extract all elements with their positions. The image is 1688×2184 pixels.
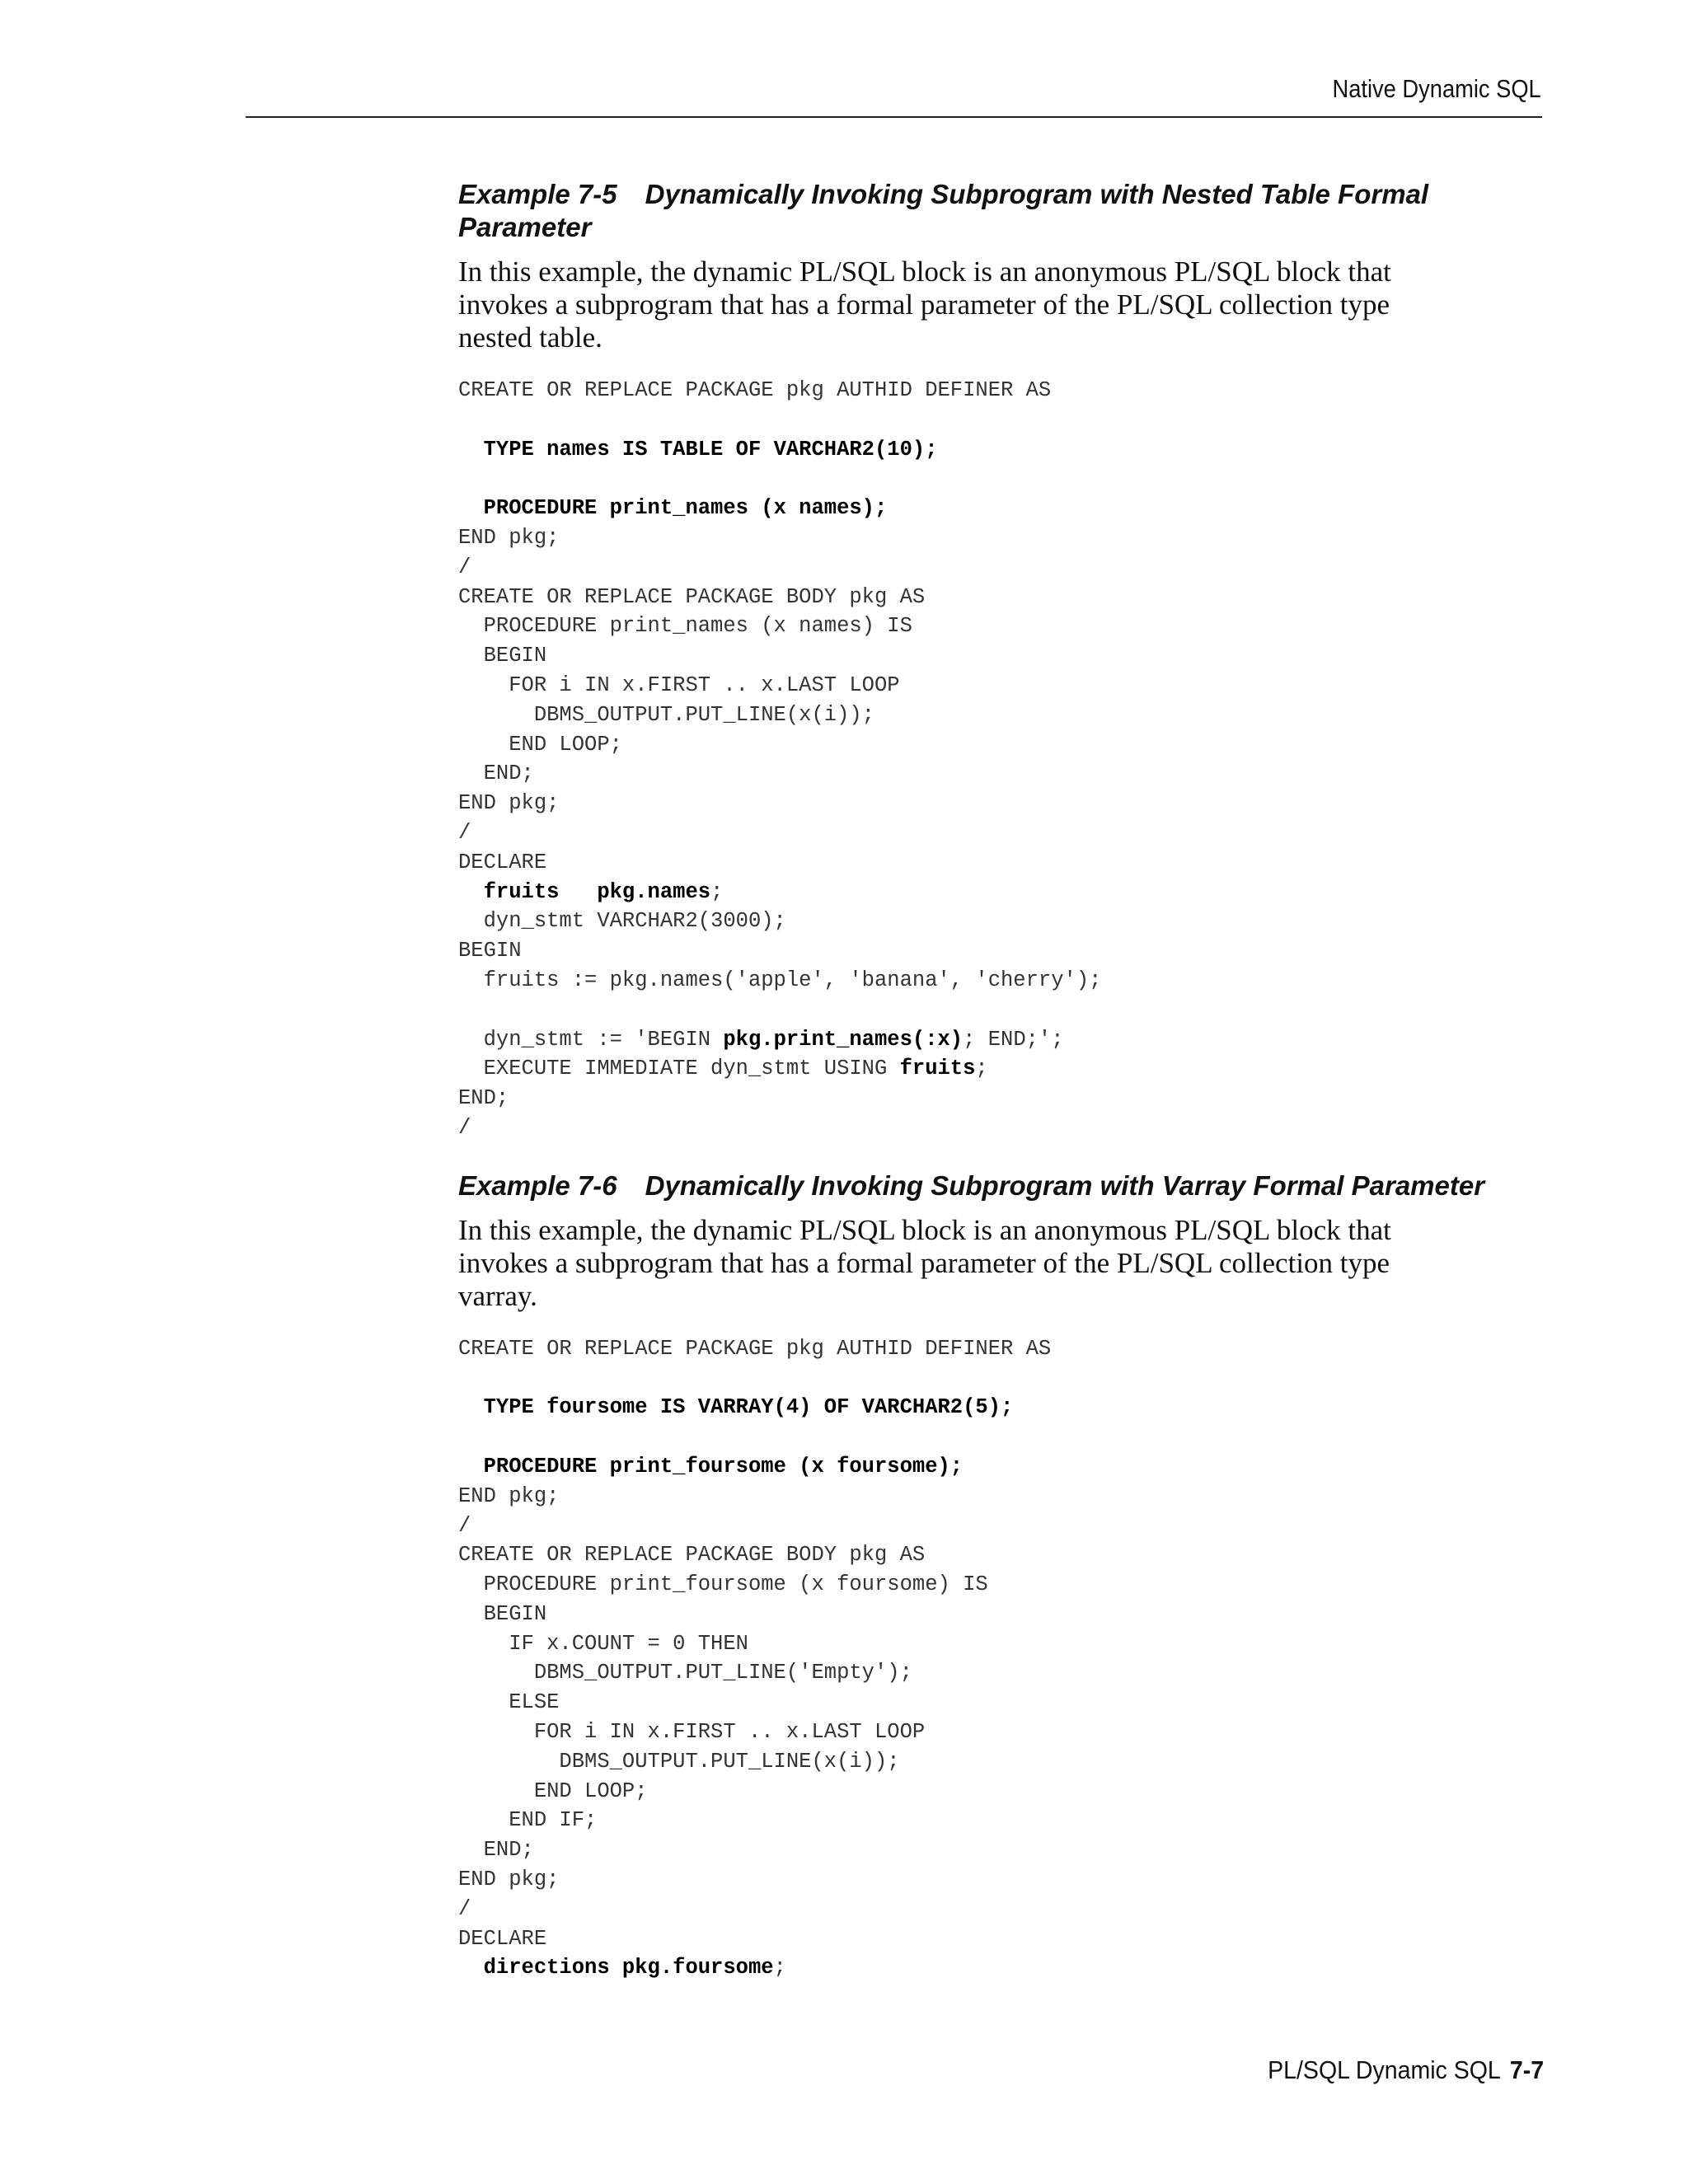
code-text: BEGIN — [458, 939, 522, 963]
code-line — [458, 1720, 925, 1744]
code-text — [458, 496, 484, 520]
code-line — [458, 673, 900, 697]
code-line — [458, 1808, 597, 1832]
code-text: FOR i IN x.FIRST .. x.LAST LOOP — [458, 673, 900, 697]
code-line — [458, 1028, 1064, 1052]
code-text: / — [458, 1896, 471, 1921]
code-text: DECLARE — [458, 1926, 547, 1951]
code-line — [458, 1927, 546, 1951]
code-emphasis: pkg.print_names(:x) — [723, 1027, 964, 1052]
footer-page-number: 7-7 — [1509, 2055, 1544, 2084]
code-text: END; — [458, 762, 534, 786]
code-text: END pkg; — [458, 525, 560, 550]
code-line — [458, 821, 471, 845]
code-text: END; — [458, 1838, 534, 1863]
code-line — [458, 1602, 546, 1626]
code-text: END LOOP; — [458, 1779, 648, 1803]
code-line — [458, 585, 925, 609]
code-line — [458, 880, 723, 904]
code-emphasis: TYPE foursome IS VARRAY(4) OF VARCHAR2(5); — [483, 1395, 1014, 1420]
code-text: END LOOP; — [458, 732, 622, 757]
code-line — [458, 1632, 748, 1656]
code-text: / — [458, 1115, 471, 1140]
code-line — [458, 1337, 1051, 1361]
code-text: DBMS_OUTPUT.PUT_LINE('Empty'); — [458, 1661, 912, 1685]
code-line — [458, 644, 546, 668]
code-line — [458, 1868, 559, 1891]
code-text: PROCEDURE print_names (x names) IS — [458, 614, 912, 639]
code-text: ; — [710, 879, 724, 904]
code-text: END IF; — [458, 1808, 598, 1833]
code-line — [458, 1057, 988, 1080]
code-emphasis: PROCEDURE print_foursome (x foursome); — [483, 1454, 964, 1479]
code-text: CREATE OR REPLACE PACKAGE BODY pkg AS — [458, 584, 926, 609]
example-7-5-title-line1: Dynamically Invoking Subprogram with Nested Table Formal — [645, 179, 1429, 209]
code-text: DECLARE — [458, 850, 547, 874]
code-emphasis: directions pkg.foursome — [483, 1956, 774, 1980]
footer-chapter-title: PL/SQL Dynamic SQL — [1268, 2055, 1501, 2084]
code-line — [458, 438, 938, 462]
example-7-6-description: In this example, the dynamic PL/SQL block is an anonymous PL/SQL block that invokes a subprogram that has a formal parameter of the PL/SQL collection type varray. — [458, 1213, 1391, 1312]
code-text: fruits := pkg.names('apple', 'banana', 'cherry'); — [458, 968, 1102, 992]
running-header-title: Native Dynamic SQL — [1332, 74, 1541, 103]
example-7-5-number: Example 7-5 — [458, 179, 617, 209]
code-line — [458, 1956, 786, 1980]
code-text: CREATE OR REPLACE PACKAGE pkg AUTHID DEFINER AS — [458, 378, 1052, 402]
code-text: dyn_stmt := 'BEGIN — [458, 1027, 724, 1052]
code-line — [458, 1514, 471, 1538]
code-line — [458, 1897, 471, 1921]
code-text: dyn_stmt VARCHAR2(3000); — [458, 909, 786, 934]
code-line — [458, 496, 887, 520]
code-text: BEGIN — [458, 1601, 547, 1626]
code-text: EXECUTE IMMEDIATE dyn_stmt USING — [458, 1057, 900, 1081]
code-line — [458, 614, 912, 638]
code-text: FOR i IN x.FIRST .. x.LAST LOOP — [458, 1720, 926, 1745]
header-rule — [246, 116, 1542, 118]
code-line — [458, 378, 1051, 402]
code-line — [458, 1690, 559, 1714]
code-line — [458, 1661, 912, 1685]
code-text: END pkg; — [458, 1868, 560, 1892]
code-line — [458, 968, 1101, 992]
example-7-6-code-block — [458, 1334, 1554, 1984]
example-7-5-code-block — [458, 376, 1554, 1143]
code-text — [458, 880, 484, 904]
code-line — [458, 1086, 509, 1110]
code-emphasis: fruits — [899, 1057, 976, 1081]
code-text: ; — [773, 1956, 786, 1980]
code-text: PROCEDURE print_foursome (x foursome) IS — [458, 1572, 988, 1597]
example-7-6-title — [458, 1169, 1554, 1202]
code-line — [458, 1779, 648, 1803]
code-line — [458, 909, 786, 933]
code-text: CREATE OR REPLACE PACKAGE BODY pkg AS — [458, 1543, 926, 1568]
code-text: ; — [975, 1057, 988, 1081]
code-emphasis: fruits pkg.names — [483, 879, 711, 904]
code-line — [458, 1572, 988, 1596]
code-text: BEGIN — [458, 644, 547, 668]
example-7-6-number: Example 7-6 — [458, 1169, 617, 1201]
code-text — [458, 1455, 484, 1479]
code-line — [458, 555, 471, 579]
page-footer — [1268, 2055, 1544, 2085]
code-line — [458, 791, 559, 815]
code-text: DBMS_OUTPUT.PUT_LINE(x(i)); — [458, 702, 874, 727]
code-line — [458, 851, 546, 874]
code-text: / — [458, 555, 471, 579]
code-text — [458, 1395, 484, 1419]
code-text: CREATE OR REPLACE PACKAGE pkg AUTHID DEFINER AS — [458, 1336, 1052, 1361]
code-text — [458, 438, 484, 462]
code-line — [458, 1395, 1013, 1419]
code-text — [458, 1956, 484, 1980]
code-line — [458, 1455, 963, 1479]
code-line — [458, 1543, 925, 1567]
code-line — [458, 939, 522, 963]
page-content — [458, 178, 1554, 2009]
code-line — [458, 1750, 900, 1774]
example-7-5-description: In this example, the dynamic PL/SQL block is an anonymous PL/SQL block that invokes a subprogram that has a formal parameter of the PL/SQL collection type nested table. — [458, 255, 1391, 354]
code-text: END; — [458, 1086, 509, 1111]
code-line — [458, 1838, 534, 1862]
code-line — [458, 733, 622, 757]
code-text: IF x.COUNT = 0 THEN — [458, 1631, 748, 1656]
code-line — [458, 703, 874, 727]
code-text: END pkg; — [458, 1483, 560, 1508]
code-line — [458, 1484, 559, 1508]
code-emphasis: PROCEDURE print_names (x names); — [483, 496, 888, 521]
code-text: END pkg; — [458, 791, 560, 816]
code-text: ELSE — [458, 1690, 560, 1715]
code-text: DBMS_OUTPUT.PUT_LINE(x(i)); — [458, 1749, 900, 1774]
example-7-6-title-line1: Dynamically Invoking Subprogram with Varray Formal Parameter — [645, 1169, 1485, 1201]
code-text: / — [458, 820, 471, 845]
code-line — [458, 762, 534, 785]
example-7-5-title-line2: Parameter — [458, 212, 592, 242]
code-text: / — [458, 1513, 471, 1538]
example-7-5-title — [458, 178, 1554, 244]
code-emphasis: TYPE names IS TABLE OF VARCHAR2(10); — [483, 437, 938, 462]
code-line — [458, 526, 559, 550]
code-line — [458, 1116, 471, 1140]
code-text: ; END;'; — [963, 1027, 1064, 1052]
